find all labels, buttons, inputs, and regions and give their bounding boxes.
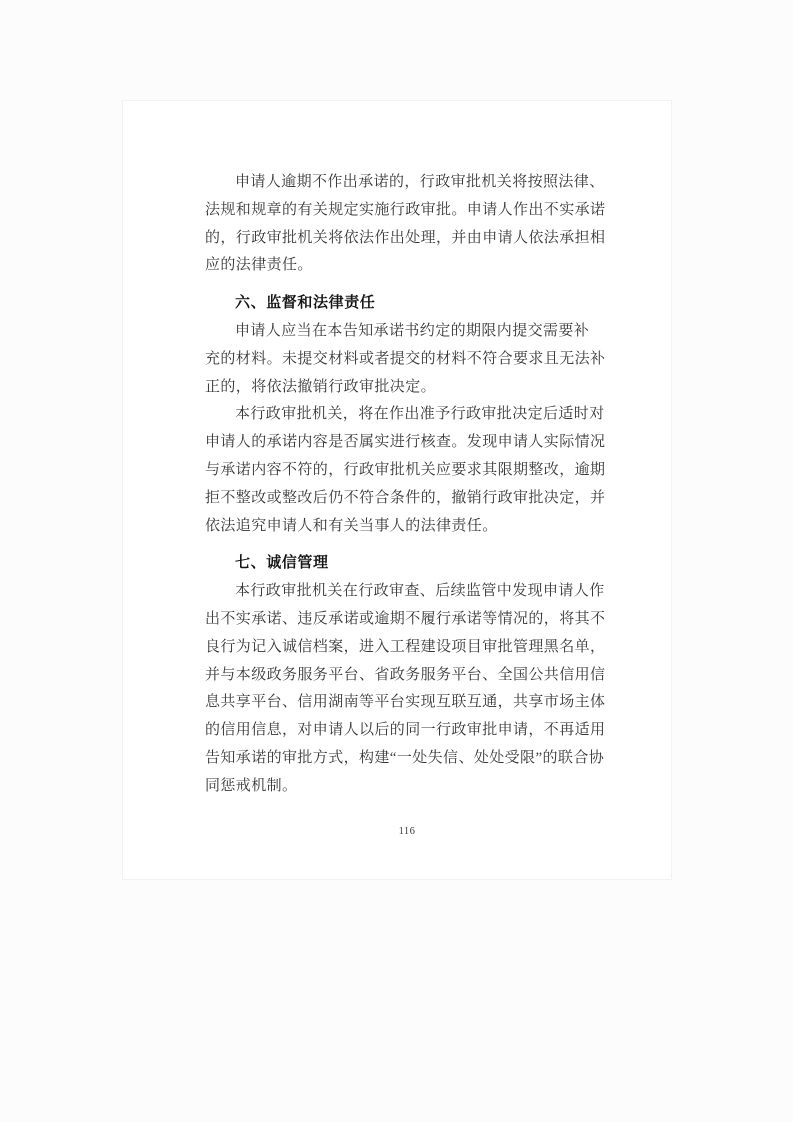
text-line: 本行政审批机关，将在作出准予行政审批决定后适时对 (235, 406, 605, 423)
text-line: 正的，将依法撤销行政审批决定。 (205, 378, 437, 395)
text-line: 充的材料。未提交材料或者提交的材料不符合要求且无法补 (205, 350, 606, 367)
text-line: 的，行政审批机关将依法作出处理，并由申请人依法承担相 (205, 229, 606, 246)
text-line: 申请人的承诺内容是否属实进行核查。发现申请人实际情况 (205, 434, 606, 451)
text-line: 应的法律责任。 (205, 257, 313, 274)
text-line: 申请人应当在本告知承诺书约定的期限内提交需要补 (235, 322, 590, 339)
text-line: 的信用信息，对申请人以后的同一行政审批申请，不再适用 (205, 722, 606, 739)
document-content (205, 169, 609, 837)
paragraph (205, 318, 609, 401)
text-line: 拒不整改或整改后仍不符合条件的，撤销行政审批决定，并 (205, 489, 606, 506)
document-page (122, 100, 672, 880)
text-line: 良行为记入诚信档案，进入工程建设项目审批管理黑名单， (205, 638, 606, 655)
section-heading-credit-management: 七、诚信管理 (235, 555, 329, 572)
paragraph (205, 169, 609, 280)
text-line: 并与本级政务服务平台、省政务服务平台、全国公共信用信 (205, 666, 606, 683)
text-line: 法规和规章的有关规定实施行政审批。申请人作出不实承诺 (205, 201, 606, 218)
text-line: 与承诺内容不符的，行政审批机关应要求其限期整改，逾期 (205, 461, 606, 478)
text-line: 同惩戒机制。 (205, 777, 298, 794)
text-line: 出不实承诺、违反承诺或逾期不履行承诺等情况的，将其不 (205, 610, 606, 627)
paragraph (205, 578, 609, 800)
paragraph (205, 401, 609, 540)
text-line: 本行政审批机关在行政审查、后续监管中发现申请人作 (235, 583, 605, 600)
text-line: 依法追究申请人和有关当事人的法律责任。 (205, 517, 498, 534)
page-number: 116 (398, 825, 416, 837)
text-line: 申请人逾期不作出承诺的，行政审批机关将按照法律、 (235, 174, 605, 190)
section-heading-supervision: 六、监督和法律责任 (235, 295, 376, 312)
text-line: 息共享平台、信用湖南等平台实现互联互通，共享市场主体 (205, 694, 606, 711)
text-line: 告知承诺的审批方式，构建“一处失信、处处受限”的联合协 (205, 749, 605, 766)
